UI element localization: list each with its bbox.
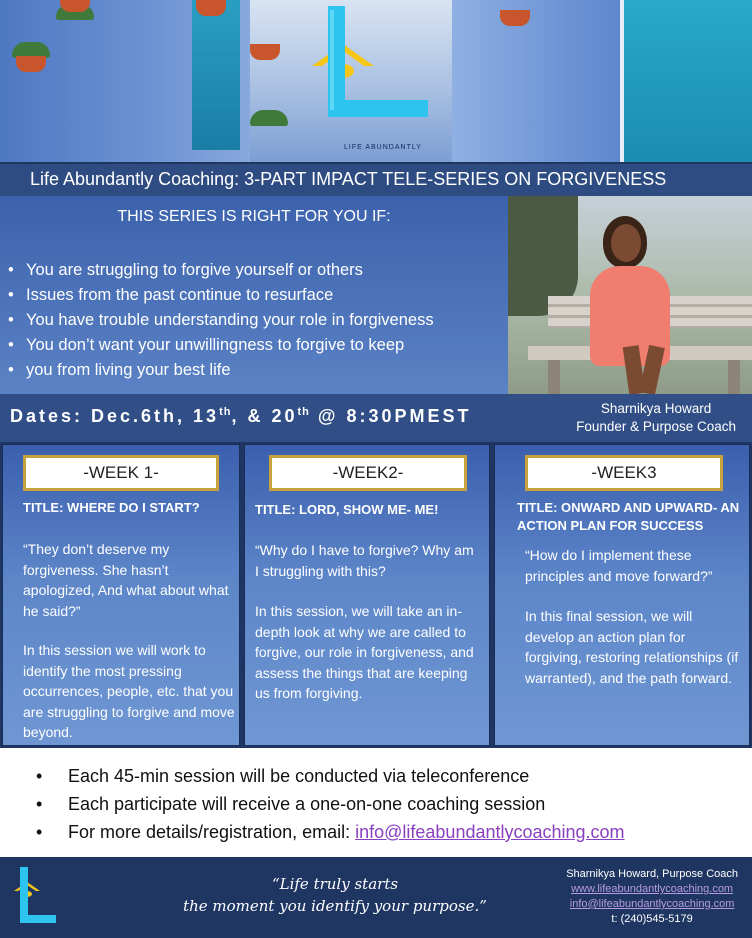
dates-bar	[0, 394, 752, 442]
week-label: -WEEK2-	[269, 455, 467, 491]
plant	[250, 110, 288, 126]
intro-heading: THIS SERIES IS RIGHT FOR YOU IF:	[117, 208, 391, 225]
week-title: TITLE: ONWARD AND UPWARD- AN ACTION PLAN FOR SUCCESS	[517, 500, 740, 533]
contact-name: Sharnikya Howard, Purpose Coach	[566, 868, 738, 880]
week-quote: “How do I implement these principles and move forward?”	[525, 547, 713, 584]
session-dates	[10, 406, 471, 427]
coach-photo	[508, 196, 752, 394]
flower-pot	[500, 10, 530, 26]
dates-suffix: @ 8:30PMEST	[309, 406, 472, 426]
brand-logo	[298, 0, 458, 160]
list-item: • You are struggling to forgive yourself or others	[8, 258, 508, 283]
flower-pot	[60, 0, 90, 12]
registration-text: For more details/registration, email:	[68, 822, 356, 842]
dates-middle: , & 20	[231, 406, 298, 426]
contact-info	[566, 867, 738, 927]
details-section	[0, 748, 752, 854]
list-item: • Each participate will receive a one-on-one coaching session	[36, 790, 625, 818]
flower-pot	[16, 56, 46, 72]
week-quote: “They don’t deserve my forgiveness. She hasn’t apologized, And what about what he said?”	[23, 541, 229, 619]
week-label: -WEEK3	[525, 455, 723, 491]
tagline-line: “Life truly starts	[271, 875, 399, 893]
intro-bullet-list	[8, 258, 508, 383]
list-item: • Issues from the past continue to resurface	[8, 283, 508, 308]
tagline	[170, 873, 500, 917]
details-list	[36, 762, 625, 846]
left-door	[192, 0, 240, 150]
tagline-line: the moment you identify your purpose.”	[183, 897, 487, 915]
logo-caption: LIFE ABUNDANTLY	[344, 144, 422, 151]
coach-credit	[576, 400, 736, 436]
coach-name: Sharnikya Howard	[600, 401, 712, 416]
list-item: • You don’t want your unwillingness to forgive to keep	[8, 333, 508, 358]
page-title: Life Abundantly Coaching: 3-PART IMPACT TELE-SERIES ON FORGIVENESS	[30, 169, 667, 189]
bench-leg	[728, 360, 740, 394]
right-door	[620, 0, 752, 162]
woman-face	[611, 224, 641, 262]
week-label: -WEEK 1-	[23, 455, 219, 491]
dates-sup: th	[297, 406, 310, 418]
week-card	[494, 444, 750, 746]
week-title: TITLE: LORD, SHOW ME- ME!	[255, 502, 439, 517]
week-quote: “Why do I have to forgive? Why am I struggling with this?	[255, 542, 474, 579]
registration-email-link[interactable]: info@lifeabundantlycoaching.com	[355, 822, 625, 842]
coach-role: Founder & Purpose Coach	[576, 419, 736, 434]
week-description: In this final session, we will develop an action plan for forgiving, restoring relationships (if warranted), and the path forward.	[525, 608, 739, 686]
continuation-text: you from living your best life	[26, 361, 231, 379]
week-cards	[0, 442, 752, 748]
dates-sup: th	[219, 406, 232, 418]
week-description: In this session we will work to identify the most pressing occurrences, people, etc. that you are struggling to forgive and move beyond.	[23, 642, 235, 740]
intro-section	[0, 196, 508, 394]
footer	[0, 857, 752, 938]
title-bar	[0, 162, 752, 196]
list-item	[36, 818, 625, 846]
flower-pot	[250, 44, 280, 60]
footer-email-link[interactable]: info@lifeabundantlycoaching.com	[569, 898, 735, 910]
list-item-continuation	[8, 358, 508, 383]
week-title: TITLE: WHERE DO I START?	[23, 500, 200, 515]
hero-banner	[0, 0, 752, 162]
bench-leg	[548, 360, 560, 394]
list-item: • You have trouble understanding your role in forgiveness	[8, 308, 508, 333]
flower-pot	[196, 0, 226, 16]
footer-logo	[12, 863, 58, 929]
website-link[interactable]: www.lifeabundantlycoaching.com	[571, 883, 734, 895]
phone-number: t: (240)545-5179	[611, 913, 693, 925]
list-item: • Each 45-min session will be conducted via teleconference	[36, 762, 625, 790]
week-card	[2, 444, 240, 746]
week-description: In this session, we will take an in-depth look at why we are called to forgive, our role in forgiveness, and assess the things that are keeping us from forgiving.	[255, 603, 474, 701]
week-card	[244, 444, 490, 746]
dates-prefix: Dates: Dec.6th, 13	[10, 406, 220, 426]
